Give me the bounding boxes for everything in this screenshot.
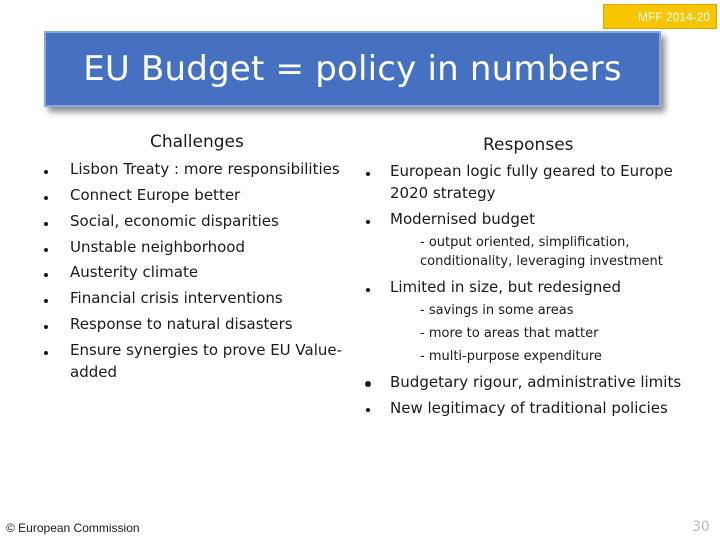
- list-item: Financial crisis interventions: [70, 289, 283, 307]
- sub-item: - multi-purpose expenditure: [420, 349, 602, 364]
- bullet-icon: [44, 351, 48, 355]
- list-item: Connect Europe better: [70, 186, 241, 204]
- copyright-footer: © European Commission: [6, 521, 140, 535]
- bullet-icon: [44, 273, 48, 277]
- sub-item: conditionality, leveraging investment: [420, 254, 663, 269]
- list-item-continuation: added: [70, 363, 117, 381]
- list-item: Lisbon Treaty : more responsibilities: [70, 160, 340, 178]
- page-number: 30: [692, 519, 710, 535]
- list-item: New legitimacy of traditional policies: [390, 399, 668, 417]
- mff-badge: MFF 2014-20: [603, 4, 717, 29]
- list-item-continuation: 2020 strategy: [390, 184, 496, 202]
- list-item: Social, economic disparities: [70, 212, 279, 230]
- challenges-heading: Challenges: [150, 132, 244, 152]
- responses-heading: Responses: [483, 135, 574, 155]
- title-banner: [44, 31, 661, 107]
- list-item: Unstable neighborhood: [70, 238, 245, 256]
- bullet-icon: [366, 220, 370, 224]
- sub-item: - savings in some areas: [420, 303, 574, 318]
- list-item: Austerity climate: [70, 263, 199, 281]
- list-item: Modernised budget: [390, 210, 535, 228]
- bullet-icon: [44, 196, 48, 200]
- list-item: Budgetary rigour, administrative limits: [390, 373, 682, 391]
- slide-title: EU Budget = policy in numbers: [83, 49, 622, 89]
- bullet-icon: [366, 408, 370, 412]
- bullet-icon: [365, 381, 371, 387]
- bullet-icon: [44, 299, 48, 303]
- list-item: European logic fully geared to Europe: [390, 162, 673, 180]
- list-item: Response to natural disasters: [70, 315, 293, 333]
- list-item: Ensure synergies to prove EU Value-: [70, 341, 343, 359]
- bullet-icon: [366, 172, 370, 176]
- bullet-icon: [44, 325, 48, 329]
- sub-item: - output oriented, simplification,: [420, 235, 630, 250]
- bullet-icon: [44, 170, 48, 174]
- bullet-icon: [44, 222, 48, 226]
- sub-item: - more to areas that matter: [420, 326, 599, 341]
- list-item: Limited in size, but redesigned: [390, 278, 622, 296]
- bullet-icon: [366, 288, 370, 292]
- bullet-icon: [44, 248, 48, 252]
